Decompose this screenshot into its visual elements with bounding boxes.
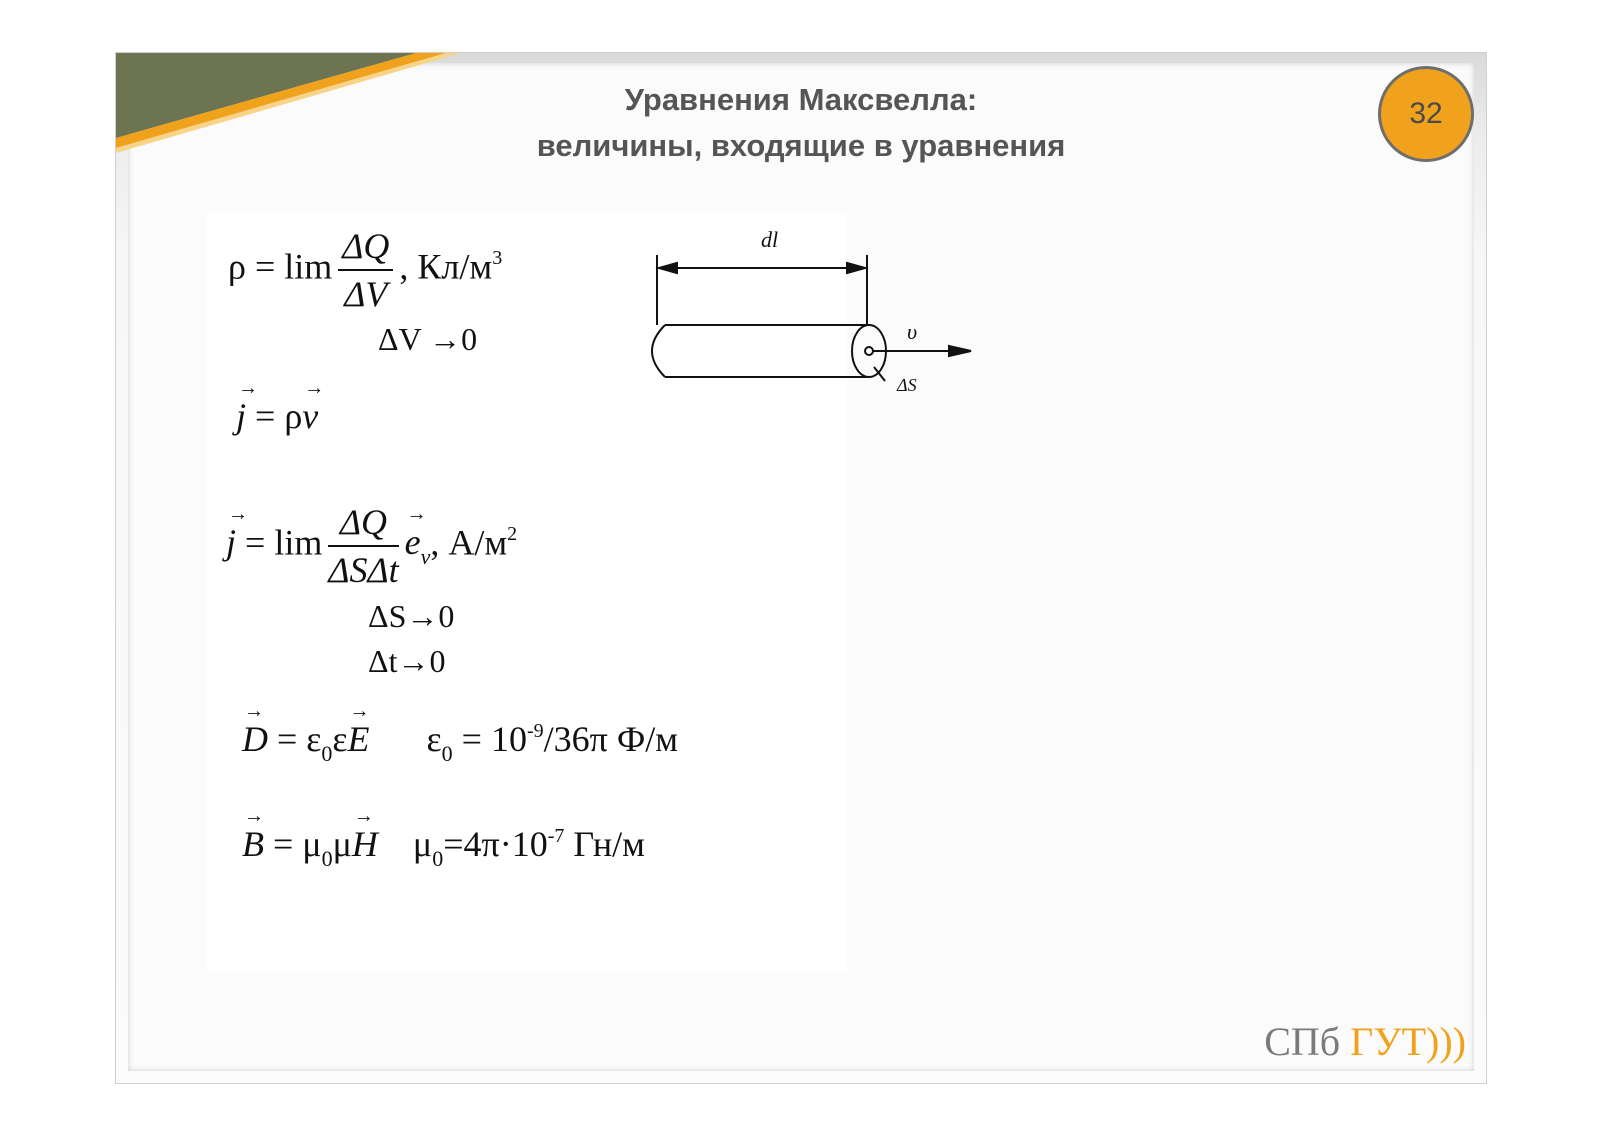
rho-numerator: ΔQ	[338, 225, 393, 271]
university-logo	[1264, 1018, 1466, 1065]
j2-unit: , А/м	[430, 522, 508, 563]
j2-limit-s: ΔS→0	[368, 598, 455, 634]
logo-text-spb: СПб	[1264, 1019, 1351, 1064]
j2-limit-t: Δt→0	[368, 643, 446, 679]
electric-displacement-formula	[242, 718, 679, 766]
eps0-subscript: 0	[441, 741, 453, 766]
velocity-label: υ	[907, 319, 918, 344]
mu0-tail: Гн/м	[564, 824, 645, 864]
logo-waves: )))	[1426, 1019, 1466, 1064]
area-label: ΔS	[897, 375, 917, 395]
d-eps: ε	[332, 719, 348, 759]
slide-title	[116, 77, 1486, 169]
d-eps-subscript: 0	[321, 741, 333, 766]
slide	[115, 52, 1487, 1084]
charge-density-formula	[228, 225, 502, 315]
e-field-vector: → E	[348, 718, 370, 760]
length-label: dl	[761, 227, 779, 252]
j-vector: → j	[236, 395, 246, 437]
v-vector: → v	[302, 395, 318, 437]
eps0-tail: /36π Ф/м	[543, 719, 679, 759]
eps0-exponent: -9	[526, 720, 544, 742]
rho-fraction	[338, 225, 393, 315]
eps0-value: = 10	[452, 719, 527, 759]
e-vector-subscript: v	[420, 544, 431, 570]
rho-denominator: ΔV	[344, 274, 388, 314]
mu0-exponent: -7	[547, 825, 565, 847]
mu0-symbol: μ	[412, 824, 433, 864]
j-vector-2: → j	[226, 521, 236, 563]
b-mu-subscript: 0	[321, 846, 333, 871]
current-density-velocity-formula	[236, 395, 318, 437]
page-number-badge: 32	[1378, 66, 1474, 162]
j2-numerator: ΔQ	[328, 501, 398, 547]
j2-eq: = lim	[236, 522, 323, 563]
eps0-symbol: ε	[426, 719, 442, 759]
rho-limit: ΔV →0	[378, 321, 478, 357]
d-vector: → D	[242, 718, 268, 760]
title-line-2: величины, входящие в уравнения	[536, 128, 1066, 163]
j2-fraction	[328, 501, 398, 591]
title-line-1: Уравнения Максвелла:	[624, 82, 978, 117]
magnetic-induction-formula	[242, 823, 645, 871]
logo-text-gut: ГУТ	[1350, 1019, 1427, 1064]
j-rhs: = ρ	[246, 396, 303, 436]
conductor-cylinder-diagram	[631, 213, 991, 413]
mu0-subscript: 0	[432, 846, 444, 871]
h-field-vector: → H	[352, 823, 378, 865]
current-density-limit-formula	[226, 501, 517, 591]
b-eq: = μ	[264, 824, 322, 864]
rho-lhs: ρ = lim	[228, 246, 333, 287]
j2-denominator: ΔSΔt	[328, 550, 399, 590]
rho-unit-power: 3	[492, 247, 503, 270]
b-mu: μ	[332, 824, 352, 864]
mu0-value: =4π·10	[443, 824, 548, 864]
b-vector: → B	[242, 823, 264, 865]
rho-unit: , Кл/м	[399, 246, 493, 287]
e-vector: → e	[405, 521, 421, 563]
j2-unit-power: 2	[507, 523, 518, 546]
d-eq: = ε	[268, 719, 322, 759]
